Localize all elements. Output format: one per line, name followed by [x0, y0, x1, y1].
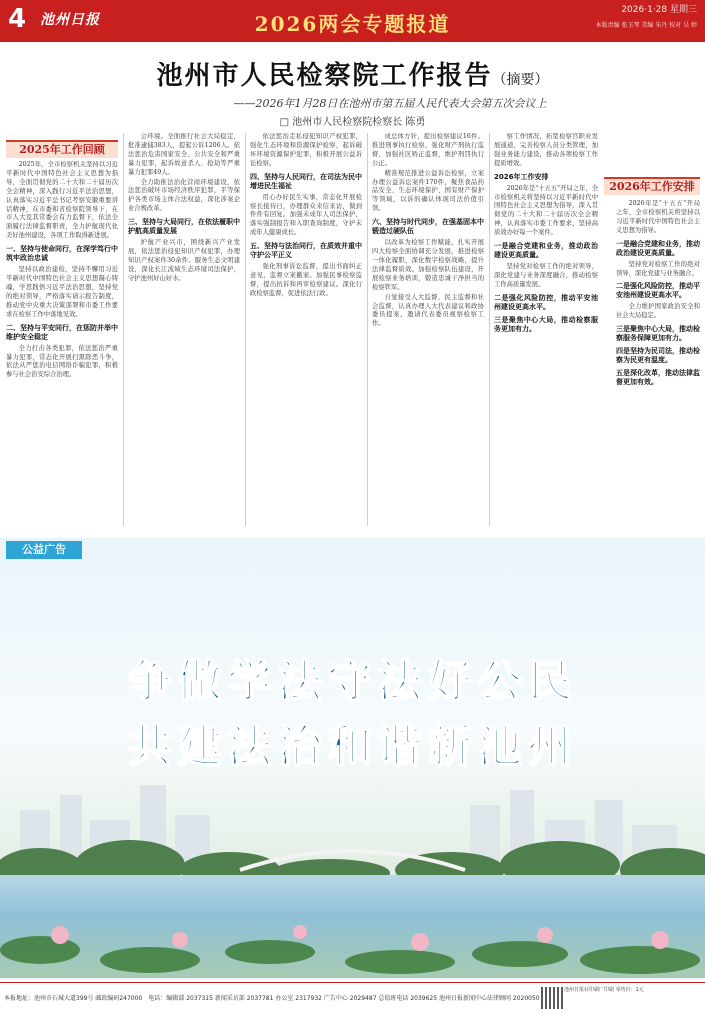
article-column-6: [616, 200, 700, 528]
article-subheading: 一是融合党建和业务，推动政治建设更高质量。: [494, 242, 598, 260]
article-subheading: 三、坚持与大局同行，在依法履职中护航高质量发展: [128, 218, 240, 236]
lotus-flowers-illustration: [0, 880, 705, 978]
column-divider: [367, 133, 368, 526]
page-number: 4: [8, 4, 27, 34]
article-subheading: 二、坚持与平安同行，在惩防并举中维护安全稳定: [6, 323, 118, 341]
article-title: [0, 55, 705, 92]
ad-label: 公益广告: [6, 541, 82, 559]
article-paragraph: 2026年是"十五五"开局之年，全市检察机关将坚持以习近平新时代中国特色社会主义思想为指导，深入贯彻党的二十大和二十届历次全会精神，认真落实市委工作要求，坚持高质效办好每一个案件。: [494, 184, 598, 237]
section-head-2025-review: 2025年工作回顾: [6, 140, 118, 158]
article-subheading: 一是融合党建和业务，推动政治建设更高质量。: [616, 239, 700, 257]
footer-address: 本报地址：池州市石城大道399号 邮政编码247000: [4, 995, 143, 1002]
footer-contact: [4, 993, 564, 1002]
column-divider: [489, 133, 490, 526]
newspaper-brand: 池州日报: [40, 12, 100, 28]
masthead-bar: [0, 0, 705, 42]
ad-slogan-line-1: 争做学法守法好公民: [127, 656, 578, 707]
special-report-title: 2026两会专题报道: [254, 12, 451, 36]
article-subheading: 二是强化风险防控，推动平安池州建设更高水平。: [494, 293, 598, 311]
article-author: □ 池州市人民检察院检察长 陈勇: [0, 113, 705, 128]
article-title-main: 池州市人民检察院工作报告: [156, 61, 493, 91]
qr-code-icon: [541, 987, 563, 1009]
article-paragraph: 会环境。全面推行社会大局稳定，批准逮捕383人，提起公诉1206人。依法惩治危害国家安全、公共安全和严重暴力犯罪，起诉故意杀人、抢劫等严重暴力犯罪49人。: [128, 133, 240, 176]
article-column-3: [250, 133, 362, 528]
footer-printer: 池州日报社印刷厂印刷 零售价：1元: [564, 987, 644, 993]
section-head-2026-plan: 2026年工作安排: [604, 177, 700, 195]
city-skyline-illustration: [0, 770, 705, 880]
article-column-2: [128, 133, 240, 528]
article-paragraph: 自觉接受人大监督、民主监督和社会监督，认真办理人大代表建议和政协委员提案，邀请代表委员视察检察工作。: [372, 293, 484, 328]
article-subheading: 四是坚持为民司法，推动检察为民更有温度。: [616, 347, 700, 365]
editor-credits: 本版责编 张玉琴 美编 朱丹 校对 吴 婷: [595, 22, 697, 29]
article-subtitle: ——2026年1月28日在池州市第五届人民代表大会第五次会议上: [233, 97, 547, 110]
article-paragraph: 坚持党对检察工作的绝对领导，深化党建与业务深度融合，推动检察工作高质量发展。: [494, 263, 598, 288]
article-subheading: 五是深化改革，推动法律监督更加有效。: [616, 369, 700, 387]
article-paragraph: 全力助推法治化营商环境建设，依法惩治破坏市场经济秩序犯罪，平等保护各类市场主体合法权益，深化涉案企业合规改革。: [128, 178, 240, 213]
article-paragraph: 2025年，全市检察机关坚持以习近平新时代中国特色社会主义思想为指导，全面贯彻党的二十大和二十届历次全会精神，深入践行习近平法治思想，认真落实习近平总书记考察安徽重要讲话精神，在市委和省检察院领导下，在市人大及其常委会有力监督下，依法全面履行法律监督职责，全力护航现代化美好池州建设，各项工作取得新进展。: [6, 161, 118, 240]
article-paragraph: 以改革为检察工作赋能，扎实开展四大检察全面协调充分发展，推进检察一体化履职，深化数字检察战略，提升法律监督质效。加强检察队伍建设，开展检察业务培训，锻造忠诚干净担当的检察铁军。: [372, 239, 484, 291]
article-paragraph: 强化刑事诉讼监督，提出书面纠正意见，监督立案撤案。加强民事检察监督，提出抗诉和再审检察建议。深化行政检察监督，促进依法行政。: [250, 263, 362, 297]
article-paragraph: 依法惩治走私侵犯知识产权犯罪，强化生态环境和资源保护检察，起诉破坏环境资源保护犯罪，积极开展公益诉讼检察。: [250, 133, 362, 167]
article-subheading: 六、坚持与时代同步，在强基固本中锻造过硬队伍: [372, 218, 484, 236]
article-subheading: 三是聚焦中心大局，推动检察服务保障更加有力。: [616, 325, 700, 343]
column-divider: [123, 133, 124, 526]
column-divider: [245, 133, 246, 526]
article-paragraph: 全力打击各类犯罪，依法惩治严重暴力犯罪，常态化开展扫黑除恶斗争，依法从严惩治电信网络诈骗犯罪，积极参与社会治安综合治理。: [6, 344, 118, 379]
article-paragraph: 护航产业兴市，围绕新兴产业发展，依法惩治侵犯知识产权犯罪，办理知识产权案件30余件。服务生态文明建设，深化长江流域生态环境司法保护，守护池州好山好水。: [128, 239, 240, 282]
article-paragraph: 2026年是"十五五"开局之年，全市检察机关将坚持以习近平新时代中国特色社会主义思想为指导。: [616, 200, 700, 234]
article-paragraph: 坚持党对检察工作的绝对领导，深化党建与业务融合。: [616, 260, 700, 277]
article-paragraph: 坚持以政治建检，坚持不懈用习近平新时代中国特色社会主义思想凝心铸魂，学思践悟习近平法治思想，坚持党的绝对领导，严格落实请示报告制度，推动党中央重大决策部署和市委工作要求在检察工作中落地见效。: [6, 266, 118, 318]
article-paragraph: 用心办好民生实事，常态化开展检察长接待日，办理群众来信来访，做到件件有回复。加强未成年人司法保护，落实强制报告和入职查询制度，守护未成年人健康成长。: [250, 193, 362, 237]
article-column-4: [372, 133, 484, 528]
article-subheading: 2026年工作安排: [494, 172, 549, 181]
footer-phones: 电话：编辑部 2037315 新闻采访部 2037781 办公室 2317932 广告中心 2029487 总值班电话 2039625 池州日报新闻中心法律顾问 2020050: [148, 995, 540, 1002]
article-subheading: 四、坚持与人民同行，在司法为民中增进民生福祉: [250, 172, 362, 190]
article-title-suffix: （摘要）: [492, 72, 549, 88]
article-column-1: [6, 161, 118, 528]
article-paragraph: 全力维护国家政治安全和社会大局稳定。: [616, 303, 700, 320]
issue-date: 2026·1·28 星期三: [621, 5, 697, 15]
article-paragraph: 精准规范推进公益诉讼检察，立案办理公益诉讼案件170件，聚焦食品药品安全、生态环境保护、国有财产保护等领域，以诉的确认体现司法价值引领。: [372, 169, 484, 213]
article-subheading: 二是强化风险防控，推动平安池州建设更高水平。: [616, 282, 700, 300]
ad-slogan-line-2: 共建法治和谐新池州: [127, 721, 578, 772]
article-subheading: 一、坚持与使命同行，在深学笃行中筑牢政治忠诚: [6, 245, 118, 263]
article-paragraph: 察工作情况，拓宽检察官职业发展通道，完善检察人员分类管理，加强业务能力建设，推动各项检察工作提质增效。: [494, 133, 598, 167]
article-paragraph: 成总体方针，提出检察建议16件。推进刑事执行检察，强化财产刑执行监督，加强社区矫正监督，维护刑罚执行公正。: [372, 133, 484, 167]
page-footer: [0, 982, 705, 1014]
article-subheading: 五、坚持与法治同行，在质效并重中守护公平正义: [250, 242, 362, 260]
article-column-5: [494, 133, 598, 528]
article-subheading: 三是聚焦中心大局，推动检察服务更加有力。: [494, 315, 598, 333]
